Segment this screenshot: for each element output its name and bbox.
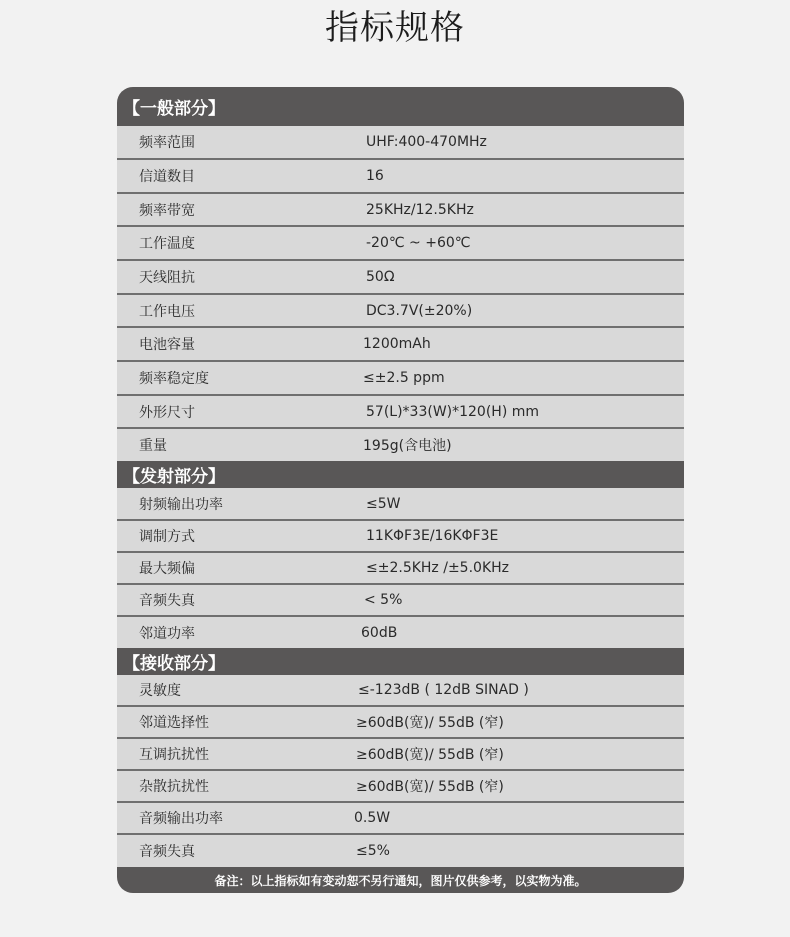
spec-value: 50Ω (366, 269, 395, 285)
spec-label: 频率稳定度 (139, 371, 209, 387)
spec-value: ≥60dB(宽)/ 55dB (窄) (356, 747, 504, 763)
spec-value: 195g(含电池) (363, 438, 452, 454)
spec-label: 音频输出功率 (139, 811, 223, 827)
spec-label: 频率范围 (139, 135, 195, 151)
spec-label: 互调抗扰性 (139, 747, 209, 763)
spec-row (117, 295, 684, 328)
spec-row (117, 429, 684, 461)
spec-value: 60dB (361, 624, 398, 641)
spec-row (117, 521, 684, 553)
spec-row (117, 227, 684, 261)
spec-label: 调制方式 (139, 529, 195, 545)
spec-row (117, 707, 684, 739)
spec-value: DC3.7V(±20%) (366, 302, 473, 319)
spec-row (117, 126, 684, 160)
spec-label: 天线阻抗 (139, 270, 195, 286)
spec-value: 11KΦF3E/16KΦF3E (366, 528, 499, 544)
spec-row (117, 160, 684, 194)
spec-label: 工作电压 (139, 303, 195, 320)
spec-label: 重量 (139, 438, 167, 454)
spec-row (117, 617, 684, 648)
spec-value: UHF:400-470MHz (366, 134, 487, 150)
spec-row (117, 488, 684, 521)
spec-label: 音频失真 (139, 593, 195, 609)
spec-row (117, 261, 684, 295)
spec-row (117, 396, 684, 429)
spec-value: ≥60dB(宽)/ 55dB (窄) (356, 715, 504, 731)
spec-value: 1200mAh (363, 336, 431, 352)
spec-value: ≤±2.5KHz /±5.0KHz (366, 560, 510, 576)
spec-row (117, 739, 684, 771)
spec-row (117, 675, 684, 707)
spec-row (117, 362, 684, 396)
spec-value: 57(L)*33(W)*120(H) mm (366, 403, 540, 420)
spec-row (117, 194, 684, 227)
spec-row (117, 771, 684, 803)
spec-row (117, 835, 684, 867)
spec-row (117, 585, 684, 617)
page-title: 指标规格 (325, 8, 465, 48)
spec-label: 邻道选择性 (139, 715, 209, 731)
spec-value: 16 (366, 168, 384, 184)
spec-value: < 5% (364, 592, 403, 608)
spec-label: 工作温度 (139, 236, 195, 252)
spec-label: 灵敏度 (139, 683, 181, 699)
spec-label: 杂散抗扰性 (139, 779, 209, 795)
spec-value: ≤±2.5 ppm (363, 370, 445, 386)
spec-row (117, 803, 684, 835)
spec-label: 电池容量 (139, 337, 195, 353)
spec-row (117, 328, 684, 362)
section-header-receive: 【接收部分】 (117, 648, 684, 675)
spec-value: ≥60dB(宽)/ 55dB (窄) (356, 779, 504, 795)
spec-value: ≤-123dB ( 12dB SINAD ) (358, 682, 529, 698)
spec-value: ≤5% (356, 843, 390, 859)
spec-label: 频率带宽 (139, 202, 195, 219)
spec-label: 邻道功率 (139, 625, 195, 642)
spec-value: -20℃ ~ +60℃ (366, 235, 471, 251)
spec-row (117, 553, 684, 585)
spec-label: 外形尺寸 (139, 404, 195, 421)
footer-note: 备注：以上指标如有变动恕不另行通知，图片仅供参考，以实物为准。 (117, 867, 684, 893)
spec-label: 音频失真 (139, 844, 195, 860)
section-header-general: 【一般部分】 (117, 87, 684, 126)
spec-label: 最大频偏 (139, 561, 195, 577)
spec-value: ≤5W (366, 495, 401, 512)
spec-label: 信道数目 (139, 169, 195, 185)
section-header-transmit: 【发射部分】 (117, 461, 684, 488)
spec-value: 0.5W (354, 810, 391, 826)
spec-label: 射频输出功率 (139, 496, 223, 513)
spec-value: 25KHz/12.5KHz (366, 201, 474, 218)
spec-table (117, 87, 684, 893)
